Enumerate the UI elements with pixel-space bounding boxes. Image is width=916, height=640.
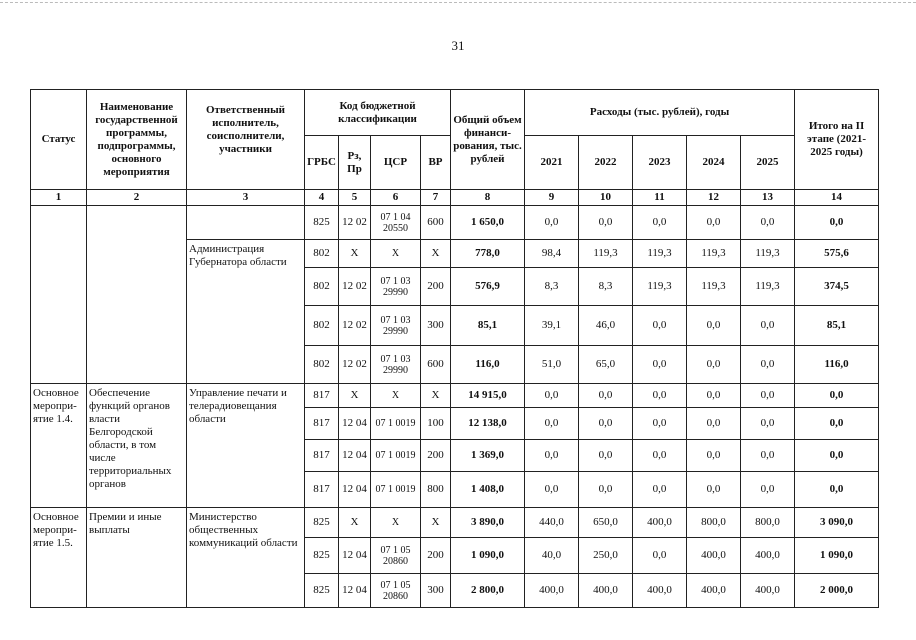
rz-pr-cell: 12 04 — [339, 440, 371, 472]
column-number: 8 — [451, 190, 525, 206]
year-2023-cell: 0,0 — [633, 408, 687, 440]
vr-cell: 300 — [421, 574, 451, 608]
year-2023-cell: 0,0 — [633, 384, 687, 408]
name-cell — [87, 206, 187, 384]
year-2022-cell: 46,0 — [579, 306, 633, 346]
vr-cell: 300 — [421, 306, 451, 346]
column-number: 3 — [187, 190, 305, 206]
stage-total-cell: 85,1 — [795, 306, 879, 346]
header-year: 2022 — [579, 136, 633, 190]
column-number: 7 — [421, 190, 451, 206]
total-funding-cell: 14 915,0 — [451, 384, 525, 408]
vr-cell: 100 — [421, 408, 451, 440]
csr-cell: Х — [371, 508, 421, 538]
year-2025-cell: 0,0 — [741, 206, 795, 240]
year-2024-cell: 800,0 — [687, 508, 741, 538]
year-2024-cell: 400,0 — [687, 574, 741, 608]
csr-cell: 07 1 05 20860 — [371, 538, 421, 574]
scan-edge-line — [0, 2, 916, 4]
grbs-cell: 825 — [305, 574, 339, 608]
stage-total-cell: 1 090,0 — [795, 538, 879, 574]
csr-cell: Х — [371, 384, 421, 408]
csr-cell: 07 1 03 29990 — [371, 346, 421, 384]
csr-cell: 07 1 03 29990 — [371, 268, 421, 306]
year-2021-cell: 0,0 — [525, 384, 579, 408]
grbs-cell: 825 — [305, 206, 339, 240]
year-2022-cell: 0,0 — [579, 206, 633, 240]
header-status: Статус — [31, 90, 87, 190]
header-year: 2021 — [525, 136, 579, 190]
vr-cell: 800 — [421, 472, 451, 508]
vr-cell: 200 — [421, 538, 451, 574]
year-2021-cell: 440,0 — [525, 508, 579, 538]
header-total-funding: Общий объем финанси-рования, тыс. рублей — [451, 90, 525, 190]
year-2021-cell: 39,1 — [525, 306, 579, 346]
status-cell — [31, 206, 87, 384]
year-2021-cell: 0,0 — [525, 408, 579, 440]
rz-pr-cell: 12 04 — [339, 408, 371, 440]
column-number: 14 — [795, 190, 879, 206]
column-number: 4 — [305, 190, 339, 206]
budget-table — [30, 89, 879, 608]
csr-cell: 07 1 0019 — [371, 408, 421, 440]
year-2022-cell: 400,0 — [579, 574, 633, 608]
header-grbs: ГРБС — [305, 136, 339, 190]
year-2024-cell: 400,0 — [687, 538, 741, 574]
vr-cell: 200 — [421, 268, 451, 306]
year-2023-cell: 400,0 — [633, 508, 687, 538]
csr-cell: 07 1 0019 — [371, 440, 421, 472]
header-csr: ЦСР — [371, 136, 421, 190]
total-funding-cell: 576,9 — [451, 268, 525, 306]
year-2022-cell: 0,0 — [579, 472, 633, 508]
grbs-cell: 802 — [305, 306, 339, 346]
grbs-cell: 817 — [305, 440, 339, 472]
year-2022-cell: 0,0 — [579, 408, 633, 440]
year-2021-cell: 98,4 — [525, 240, 579, 268]
column-number: 1 — [31, 190, 87, 206]
column-number: 12 — [687, 190, 741, 206]
stage-total-cell: 0,0 — [795, 408, 879, 440]
rz-pr-cell: 12 04 — [339, 538, 371, 574]
year-2023-cell: 0,0 — [633, 206, 687, 240]
grbs-cell: 817 — [305, 472, 339, 508]
total-funding-cell: 1 090,0 — [451, 538, 525, 574]
year-2023-cell: 119,3 — [633, 240, 687, 268]
header-budget-code: Код бюджетной классификации — [305, 90, 451, 136]
year-2022-cell: 8,3 — [579, 268, 633, 306]
year-2025-cell: 119,3 — [741, 240, 795, 268]
grbs-cell: 817 — [305, 384, 339, 408]
rz-pr-cell: 12 02 — [339, 346, 371, 384]
year-2024-cell: 119,3 — [687, 240, 741, 268]
year-2025-cell: 0,0 — [741, 346, 795, 384]
year-2021-cell: 0,0 — [525, 206, 579, 240]
year-2024-cell: 0,0 — [687, 472, 741, 508]
year-2024-cell: 0,0 — [687, 306, 741, 346]
stage-total-cell: 0,0 — [795, 384, 879, 408]
stage-total-cell: 2 000,0 — [795, 574, 879, 608]
rz-pr-cell: Х — [339, 508, 371, 538]
csr-cell: Х — [371, 240, 421, 268]
header-year: 2025 — [741, 136, 795, 190]
grbs-cell: 802 — [305, 268, 339, 306]
header-rz-pr: Рз, Пр — [339, 136, 371, 190]
header-responsible: Ответственный исполнитель, соисполнители, участники — [187, 90, 305, 190]
stage-total-cell: 116,0 — [795, 346, 879, 384]
year-2023-cell: 0,0 — [633, 306, 687, 346]
stage-total-cell: 0,0 — [795, 206, 879, 240]
grbs-cell: 825 — [305, 538, 339, 574]
column-number: 6 — [371, 190, 421, 206]
page-number: 31 — [451, 38, 465, 53]
year-2024-cell: 119,3 — [687, 268, 741, 306]
rz-pr-cell: 12 02 — [339, 306, 371, 346]
column-number: 2 — [87, 190, 187, 206]
total-funding-cell: 12 138,0 — [451, 408, 525, 440]
total-funding-cell: 3 890,0 — [451, 508, 525, 538]
header-year: 2024 — [687, 136, 741, 190]
header-vr: ВР — [421, 136, 451, 190]
year-2022-cell: 0,0 — [579, 440, 633, 472]
vr-cell: Х — [421, 240, 451, 268]
rz-pr-cell: Х — [339, 384, 371, 408]
year-2021-cell: 8,3 — [525, 268, 579, 306]
year-2024-cell: 0,0 — [687, 206, 741, 240]
year-2021-cell: 40,0 — [525, 538, 579, 574]
table-row — [31, 508, 879, 538]
year-2021-cell: 0,0 — [525, 440, 579, 472]
table-row — [31, 384, 879, 408]
column-number: 11 — [633, 190, 687, 206]
total-funding-cell: 1 369,0 — [451, 440, 525, 472]
grbs-cell: 802 — [305, 346, 339, 384]
total-funding-cell: 1 650,0 — [451, 206, 525, 240]
rz-pr-cell: Х — [339, 240, 371, 268]
year-2023-cell: 0,0 — [633, 440, 687, 472]
year-2025-cell: 119,3 — [741, 268, 795, 306]
total-funding-cell: 778,0 — [451, 240, 525, 268]
total-funding-cell: 1 408,0 — [451, 472, 525, 508]
year-2025-cell: 0,0 — [741, 384, 795, 408]
year-2021-cell: 0,0 — [525, 472, 579, 508]
column-number: 9 — [525, 190, 579, 206]
year-2022-cell: 65,0 — [579, 346, 633, 384]
stage-total-cell: 0,0 — [795, 440, 879, 472]
year-2024-cell: 0,0 — [687, 440, 741, 472]
year-2023-cell: 400,0 — [633, 574, 687, 608]
status-cell: Основное меропри-ятие 1.5. — [31, 508, 87, 608]
year-2022-cell: 0,0 — [579, 384, 633, 408]
stage-total-cell: 3 090,0 — [795, 508, 879, 538]
rz-pr-cell: 12 02 — [339, 206, 371, 240]
year-2025-cell: 800,0 — [741, 508, 795, 538]
responsible-cell — [187, 206, 305, 240]
year-2025-cell: 0,0 — [741, 472, 795, 508]
stage-total-cell: 0,0 — [795, 472, 879, 508]
year-2023-cell: 0,0 — [633, 346, 687, 384]
year-2021-cell: 400,0 — [525, 574, 579, 608]
year-2024-cell: 0,0 — [687, 384, 741, 408]
csr-cell: 07 1 04 20550 — [371, 206, 421, 240]
csr-cell: 07 1 0019 — [371, 472, 421, 508]
year-2021-cell: 51,0 — [525, 346, 579, 384]
rz-pr-cell: 12 04 — [339, 574, 371, 608]
rz-pr-cell: 12 02 — [339, 268, 371, 306]
year-2024-cell: 0,0 — [687, 346, 741, 384]
column-number: 10 — [579, 190, 633, 206]
total-funding-cell: 116,0 — [451, 346, 525, 384]
year-2022-cell: 650,0 — [579, 508, 633, 538]
grbs-cell: 817 — [305, 408, 339, 440]
year-2024-cell: 0,0 — [687, 408, 741, 440]
vr-cell: 200 — [421, 440, 451, 472]
year-2022-cell: 119,3 — [579, 240, 633, 268]
year-2025-cell: 0,0 — [741, 306, 795, 346]
year-2023-cell: 0,0 — [633, 538, 687, 574]
year-2023-cell: 0,0 — [633, 472, 687, 508]
vr-cell: Х — [421, 508, 451, 538]
responsible-cell: Министерство общественных коммуникаций области — [187, 508, 305, 608]
year-2023-cell: 119,3 — [633, 268, 687, 306]
stage-total-cell: 374,5 — [795, 268, 879, 306]
year-2025-cell: 400,0 — [741, 574, 795, 608]
header-expenses: Расходы (тыс. рублей), годы — [525, 90, 795, 136]
grbs-cell: 802 — [305, 240, 339, 268]
name-cell: Обеспечение функций органов власти Белгородской области, в том числе территориальных органов — [87, 384, 187, 508]
stage-total-cell: 575,6 — [795, 240, 879, 268]
year-2025-cell: 400,0 — [741, 538, 795, 574]
vr-cell: 600 — [421, 346, 451, 384]
responsible-cell: Управление печати и телерадиовещания области — [187, 384, 305, 508]
header-stage-total: Итого на II этапе (2021-2025 годы) — [795, 90, 879, 190]
responsible-cell: Администрация Губернатора области — [187, 240, 305, 384]
column-number: 13 — [741, 190, 795, 206]
status-cell: Основное меропри-ятие 1.4. — [31, 384, 87, 508]
rz-pr-cell: 12 04 — [339, 472, 371, 508]
grbs-cell: 825 — [305, 508, 339, 538]
csr-cell: 07 1 03 29990 — [371, 306, 421, 346]
year-2022-cell: 250,0 — [579, 538, 633, 574]
total-funding-cell: 85,1 — [451, 306, 525, 346]
header-name: Наименование государственной программы, подпрограммы, основного мероприятия — [87, 90, 187, 190]
table-row — [31, 206, 879, 240]
vr-cell: Х — [421, 384, 451, 408]
column-number: 5 — [339, 190, 371, 206]
year-2025-cell: 0,0 — [741, 408, 795, 440]
total-funding-cell: 2 800,0 — [451, 574, 525, 608]
year-2025-cell: 0,0 — [741, 440, 795, 472]
vr-cell: 600 — [421, 206, 451, 240]
csr-cell: 07 1 05 20860 — [371, 574, 421, 608]
name-cell: Премии и иные выплаты — [87, 508, 187, 608]
header-year: 2023 — [633, 136, 687, 190]
